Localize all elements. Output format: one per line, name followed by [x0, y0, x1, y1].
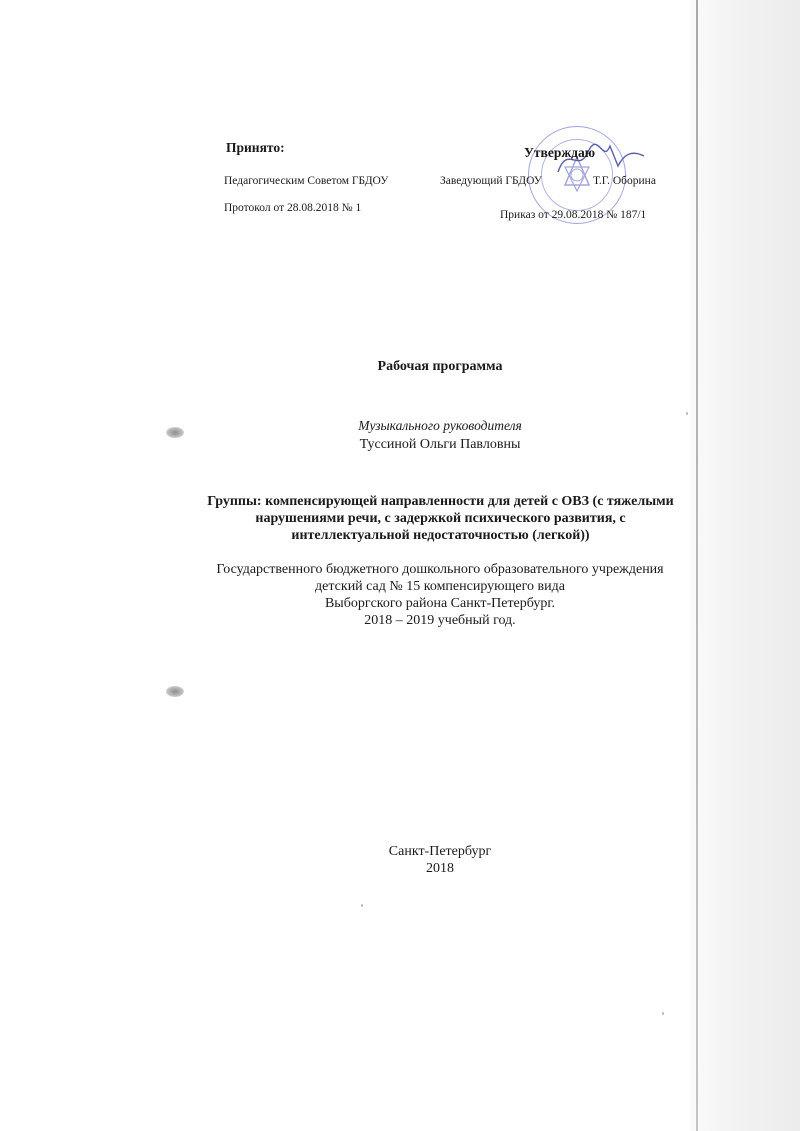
groups-description	[188, 493, 693, 544]
protocol-line: Протокол от 28.08.2018 № 1	[224, 202, 362, 214]
institution-line: Выборгского района Санкт-Петербург.	[324, 596, 556, 611]
groups-line: Группы: компенсирующей направленности для детей с ОВЗ (с тяжелыми	[207, 494, 674, 509]
scan-edge-shadow	[690, 0, 800, 1131]
head-name: Т.Г. Оборина	[593, 175, 656, 187]
institution-block	[200, 561, 680, 629]
scan-speck	[662, 1012, 664, 1015]
institution-line: детский сад № 15 компенсирующего вида	[315, 579, 565, 594]
order-line: Приказ от 29.08.2018 № 187/1	[500, 209, 647, 221]
scan-edge-line	[696, 0, 698, 1131]
accepted-by: Педагогическим Советом ГБДОУ	[224, 175, 389, 187]
head-position: Заведующий ГБДОУ	[440, 175, 542, 187]
punch-hole-lower	[166, 686, 184, 697]
document-title: Рабочая программа	[377, 359, 503, 374]
groups-line: интеллектуальной недостаточностью (легкой))	[291, 528, 590, 543]
author-role: Музыкального руководителя	[358, 418, 522, 433]
approve-label: Утверждаю	[524, 145, 596, 160]
school-year: 2018 – 2019 учебный год.	[364, 613, 516, 628]
scan-speck	[686, 412, 688, 415]
accepted-label: Принято:	[226, 140, 285, 155]
institution-line: Государственного бюджетного дошкольного образовательного учреждения	[216, 562, 664, 577]
city: Санкт-Петербург	[388, 844, 492, 859]
scan-speck	[361, 904, 363, 907]
groups-line: нарушениями речи, с задержкой психического развития, с	[255, 511, 626, 526]
author-name: Туссиной Ольги Павловны	[359, 437, 521, 452]
footer-block	[200, 843, 680, 877]
year: 2018	[426, 861, 454, 876]
punch-hole-upper	[166, 427, 184, 438]
